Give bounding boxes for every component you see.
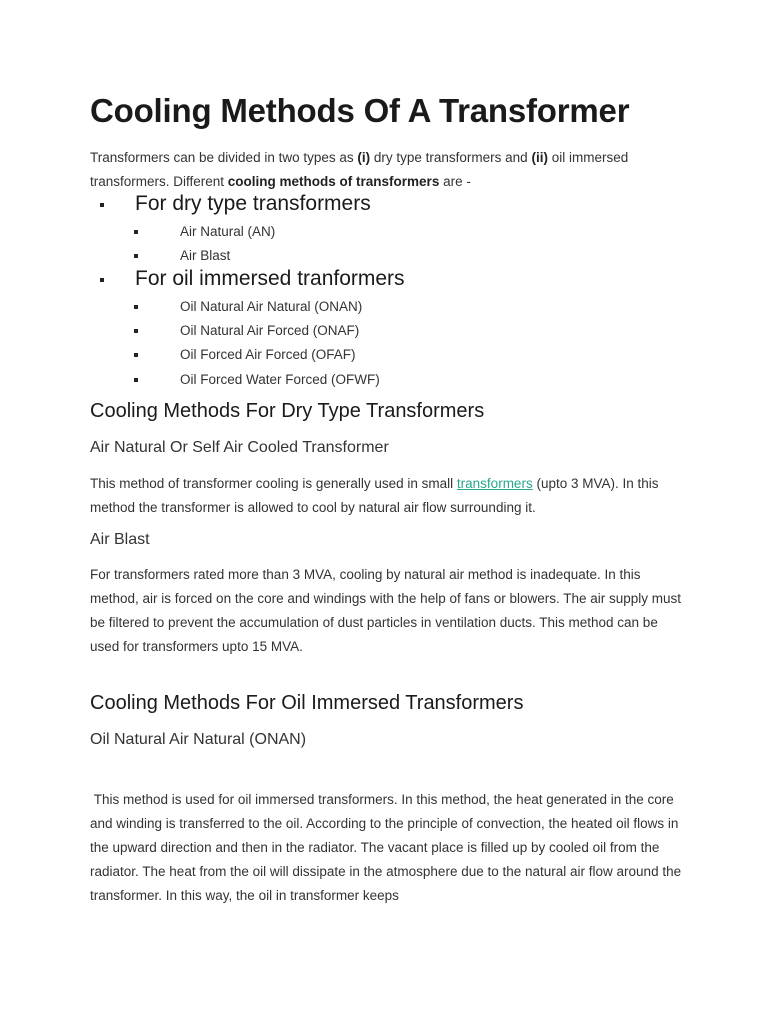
list-item-label: Oil Forced Air Forced (OFAF) [180, 347, 356, 362]
paragraph-air-blast: For transformers rated more than 3 MVA, cooling by natural air method is inadequate. In this method, air is forced on the core and windings with the help of fans or blowers. The air supply must be filtered to prevent the accumulation of dust particles in ventilation ducts. This method can be used for transformers upto 15 MVA. [90, 567, 682, 654]
paragraph-text: This method of transformer cooling is generally used in small [90, 476, 457, 491]
paragraph-text: (upto 3 MVA). In this method the transformer is allowed to cool by natural air flow surrounding it. [90, 476, 659, 515]
paragraph-onan: This method is used for oil immersed transformers. In this method, the heat generated in the core and winding is transferred to the oil. According to the principle of convection, the heated oil flows in the upward direction and then in the radiator. The vacant place is filled up by cooled oil from the radiator. The heat from the oil will dissipate in the atmosphere due to the natural air flow around the transformer. In this way, the oil in transformer keeps [90, 792, 685, 903]
intro-text-2: dry type transformers and [370, 150, 532, 165]
square-bullet-icon [134, 305, 138, 309]
square-bullet-icon [134, 254, 138, 258]
list-item-label: Oil Forced Water Forced (OFWF) [180, 372, 380, 387]
list-item-label: Air Natural (AN) [180, 224, 276, 239]
list-item-label: Oil Natural Air Natural (ONAN) [180, 299, 363, 314]
square-bullet-icon [100, 203, 104, 207]
subsection-heading-air-blast: Air Blast [90, 531, 150, 548]
square-bullet-icon [134, 378, 138, 382]
square-bullet-icon [100, 278, 104, 282]
list-heading-label: For dry type transformers [135, 192, 371, 215]
square-bullet-icon [134, 353, 138, 357]
intro-bold-methods: cooling methods of transformers [227, 174, 440, 189]
intro-text-4: are - [439, 174, 471, 189]
intro-paragraph [90, 146, 680, 194]
intro-bold-ii: (ii) [531, 150, 548, 165]
page-title: Cooling Methods Of A Transformer [90, 92, 630, 129]
subsection-heading-air-natural: Air Natural Or Self Air Cooled Transformer [90, 439, 389, 456]
paragraph-air-natural [90, 472, 682, 520]
transformers-link[interactable]: transformers [456, 476, 533, 491]
section-heading-oil: Cooling Methods For Oil Immersed Transformers [90, 692, 524, 714]
square-bullet-icon [134, 230, 138, 234]
list-item-label: Oil Natural Air Forced (ONAF) [180, 323, 360, 338]
list-item-label: Air Blast [180, 248, 231, 263]
intro-bold-i: (i) [357, 150, 371, 165]
section-heading-dry: Cooling Methods For Dry Type Transformers [90, 400, 485, 422]
intro-text-1: Transformers can be divided in two types as [90, 150, 358, 165]
square-bullet-icon [134, 329, 138, 333]
list-heading-label: For oil immersed tranformers [135, 267, 405, 290]
subsection-heading-onan: Oil Natural Air Natural (ONAN) [90, 731, 307, 748]
intro-text-3: oil immersed transformers. Different [90, 150, 629, 189]
